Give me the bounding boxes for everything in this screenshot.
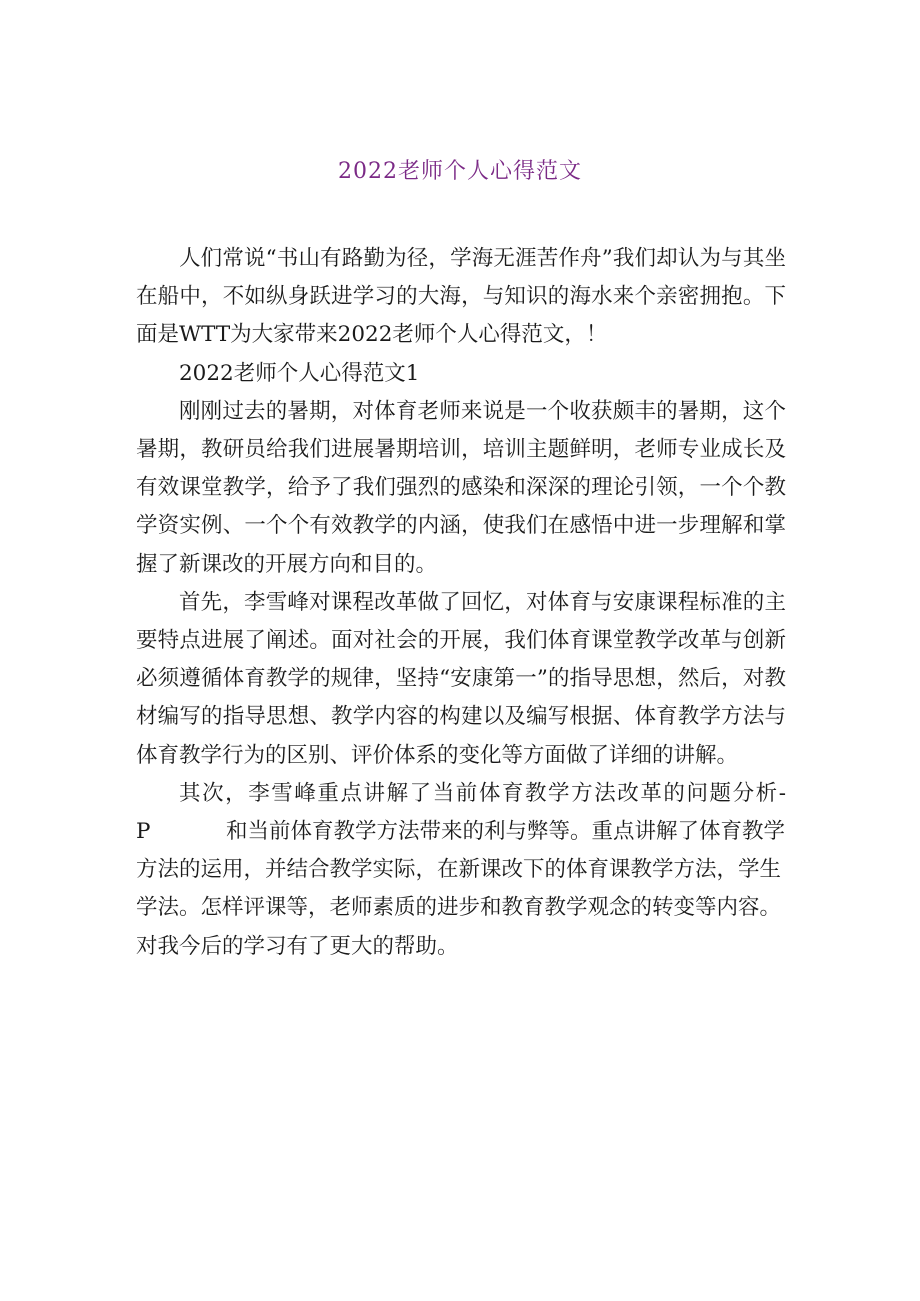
- section-heading: 2022老师个人心得范文1: [179, 360, 420, 386]
- body-paragraph-2: 首先，李雪峰对课程改革做了回忆，对体育与安康课程标准的主要特点进展了阐述。面对社会的开展，我们体育课堂教学改革与创新必须遵循体育教学的规律，坚持“安康第一”的指导思想，然后，对教材编写的指导思想、教学内容的构建以及编写根据、体育教学方法与体育教学行为的区别、评价体系的变化等方面做了详细的讲解。: [136, 589, 786, 768]
- document-title: 2022老师个人心得范文: [338, 159, 582, 184]
- body-paragraph-3-first-line: 其次，李雪峰重点讲解了当前体育教学方法改革的问题分析-: [179, 780, 786, 806]
- document-body: [136, 240, 786, 966]
- body-paragraph-3-rest: [136, 813, 786, 966]
- body-paragraph-1: 刚刚过去的暑期，对体育老师来说是一个收获颇丰的暑期，这个暑期，教研员给我们进展暑期培训，培训主题鲜明，老师专业成长及有效课堂教学，给予了我们强烈的感染和深深的理论引领，一个个教学资实例、一个个有效教学的内涵，使我们在感悟中进一步理解和掌握了新课改的开展方向和目的。: [136, 398, 786, 577]
- paragraph-marker: P: [136, 819, 151, 845]
- intro-paragraph: 人们常说“书山有路勤为径，学海无涯苦作舟”我们却认为与其坐在船中，不如纵身跃进学习的大海，与知识的海水来个亲密拥抱。下面是WTT为大家带来2022老师个人心得范文，！: [136, 246, 786, 348]
- body-paragraph-3-text: 和当前体育教学方法带来的利与弊等。重点讲解了体育教学方法的运用，并结合教学实际，在新课改下的体育课教学方法，学生学法。怎样评课等，老师素质的进步和教育教学观念的转变等内容。对我今后的学习有了更大的帮助。: [136, 819, 786, 959]
